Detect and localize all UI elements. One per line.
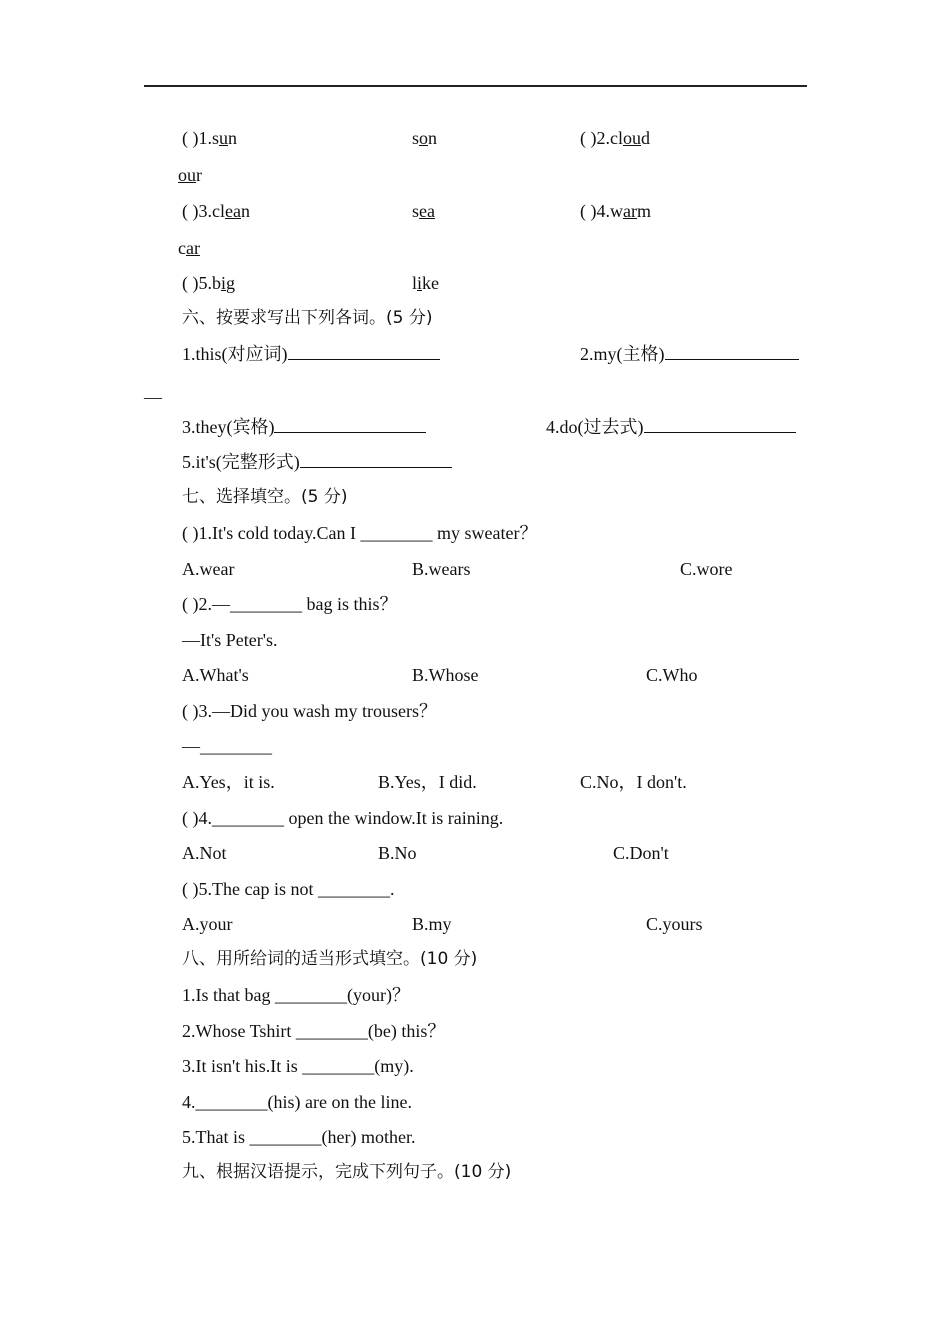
s6-q1: 1.this(对应词) [182, 343, 440, 365]
answer-blank[interactable] [644, 416, 796, 433]
s7-q3-option-b[interactable]: B.Yes，I did. [378, 772, 477, 792]
answer-blank[interactable] [300, 451, 452, 468]
answer-blank[interactable] [288, 343, 440, 360]
s7-q5-stem: ( )5.The cap is not ________. [182, 879, 395, 899]
s6-q2-tail: — [144, 387, 162, 407]
s6-q5: 5.it's(完整形式) [182, 451, 452, 473]
s7-q4-stem: ( )4.________ open the window.It is raining. [182, 808, 504, 828]
s5-q2-number: ( )2.cloud [580, 128, 650, 148]
answer-blank[interactable] [274, 416, 426, 433]
s7-q5-option-c[interactable]: C.yours [646, 914, 703, 934]
answer-blank[interactable] [665, 343, 799, 360]
s5-q5-number: ( )5.big [182, 273, 236, 293]
s7-title: 七、选择填空。(5 分) [182, 487, 348, 507]
s5-q3-word2: sea [412, 201, 435, 221]
s7-q1-option-c[interactable]: C.wore [680, 559, 733, 579]
s5-q4-word2: car [178, 238, 200, 258]
s7-q3-stem: ( )3.—Did you wash my trousers？ [182, 701, 437, 721]
s9-title: 九、根据汉语提示，完成下列句子。(10 分) [182, 1162, 512, 1182]
s7-q4-option-a[interactable]: A.Not [182, 843, 227, 863]
s8-title: 八、用所给词的适当形式填空。(10 分) [182, 949, 478, 969]
s7-q2-option-a[interactable]: A.What's [182, 665, 249, 685]
s7-q2-reply: —It's Peter's. [182, 630, 278, 650]
s7-q5-option-b[interactable]: B.my [412, 914, 452, 934]
s7-q3-reply: —________ [182, 736, 272, 756]
s7-q3-option-c[interactable]: C.No，I don't. [580, 772, 687, 792]
s6-q4: 4.do(过去式) [546, 416, 796, 438]
s7-q1-option-b[interactable]: B.wears [412, 559, 471, 579]
s5-q1-word2: son [412, 128, 438, 148]
s5-q2-word2: our [178, 165, 202, 185]
s7-q1-option-a[interactable]: A.wear [182, 559, 235, 579]
s5-q3-number: ( )3.clean [182, 201, 250, 221]
s7-q3-option-a[interactable]: A.Yes，it is. [182, 772, 275, 792]
s5-q4-number: ( )4.warm [580, 201, 651, 221]
s7-q5-option-a[interactable]: A.your [182, 914, 233, 934]
s8-q3: 3.It isn't his.It is ________(my). [182, 1056, 414, 1076]
s8-q4: 4.________(his) are on the line. [182, 1092, 412, 1112]
s6-q3: 3.they(宾格) [182, 416, 426, 438]
s7-q2-stem: ( )2.—________ bag is this？ [182, 594, 398, 614]
s6-q2: 2.my(主格) [580, 343, 799, 365]
s8-q1: 1.Is that bag ________(your)？ [182, 985, 410, 1005]
s5-q5-word2: like [412, 273, 440, 293]
s7-q2-option-b[interactable]: B.Whose [412, 665, 479, 685]
s7-q1-stem: ( )1.It's cold today.Can I ________ my sweater？ [182, 523, 538, 543]
s7-q4-option-c[interactable]: C.Don't [613, 843, 669, 863]
s5-q1-number: ( )1.sun [182, 128, 238, 148]
s6-title: 六、按要求写出下列各词。(5 分) [182, 308, 433, 328]
header-rule [144, 85, 807, 87]
s8-q5: 5.That is ________(her) mother. [182, 1127, 416, 1147]
s7-q4-option-b[interactable]: B.No [378, 843, 417, 863]
s8-q2: 2.Whose Tshirt ________(be) this？ [182, 1021, 446, 1041]
s7-q2-option-c[interactable]: C.Who [646, 665, 698, 685]
